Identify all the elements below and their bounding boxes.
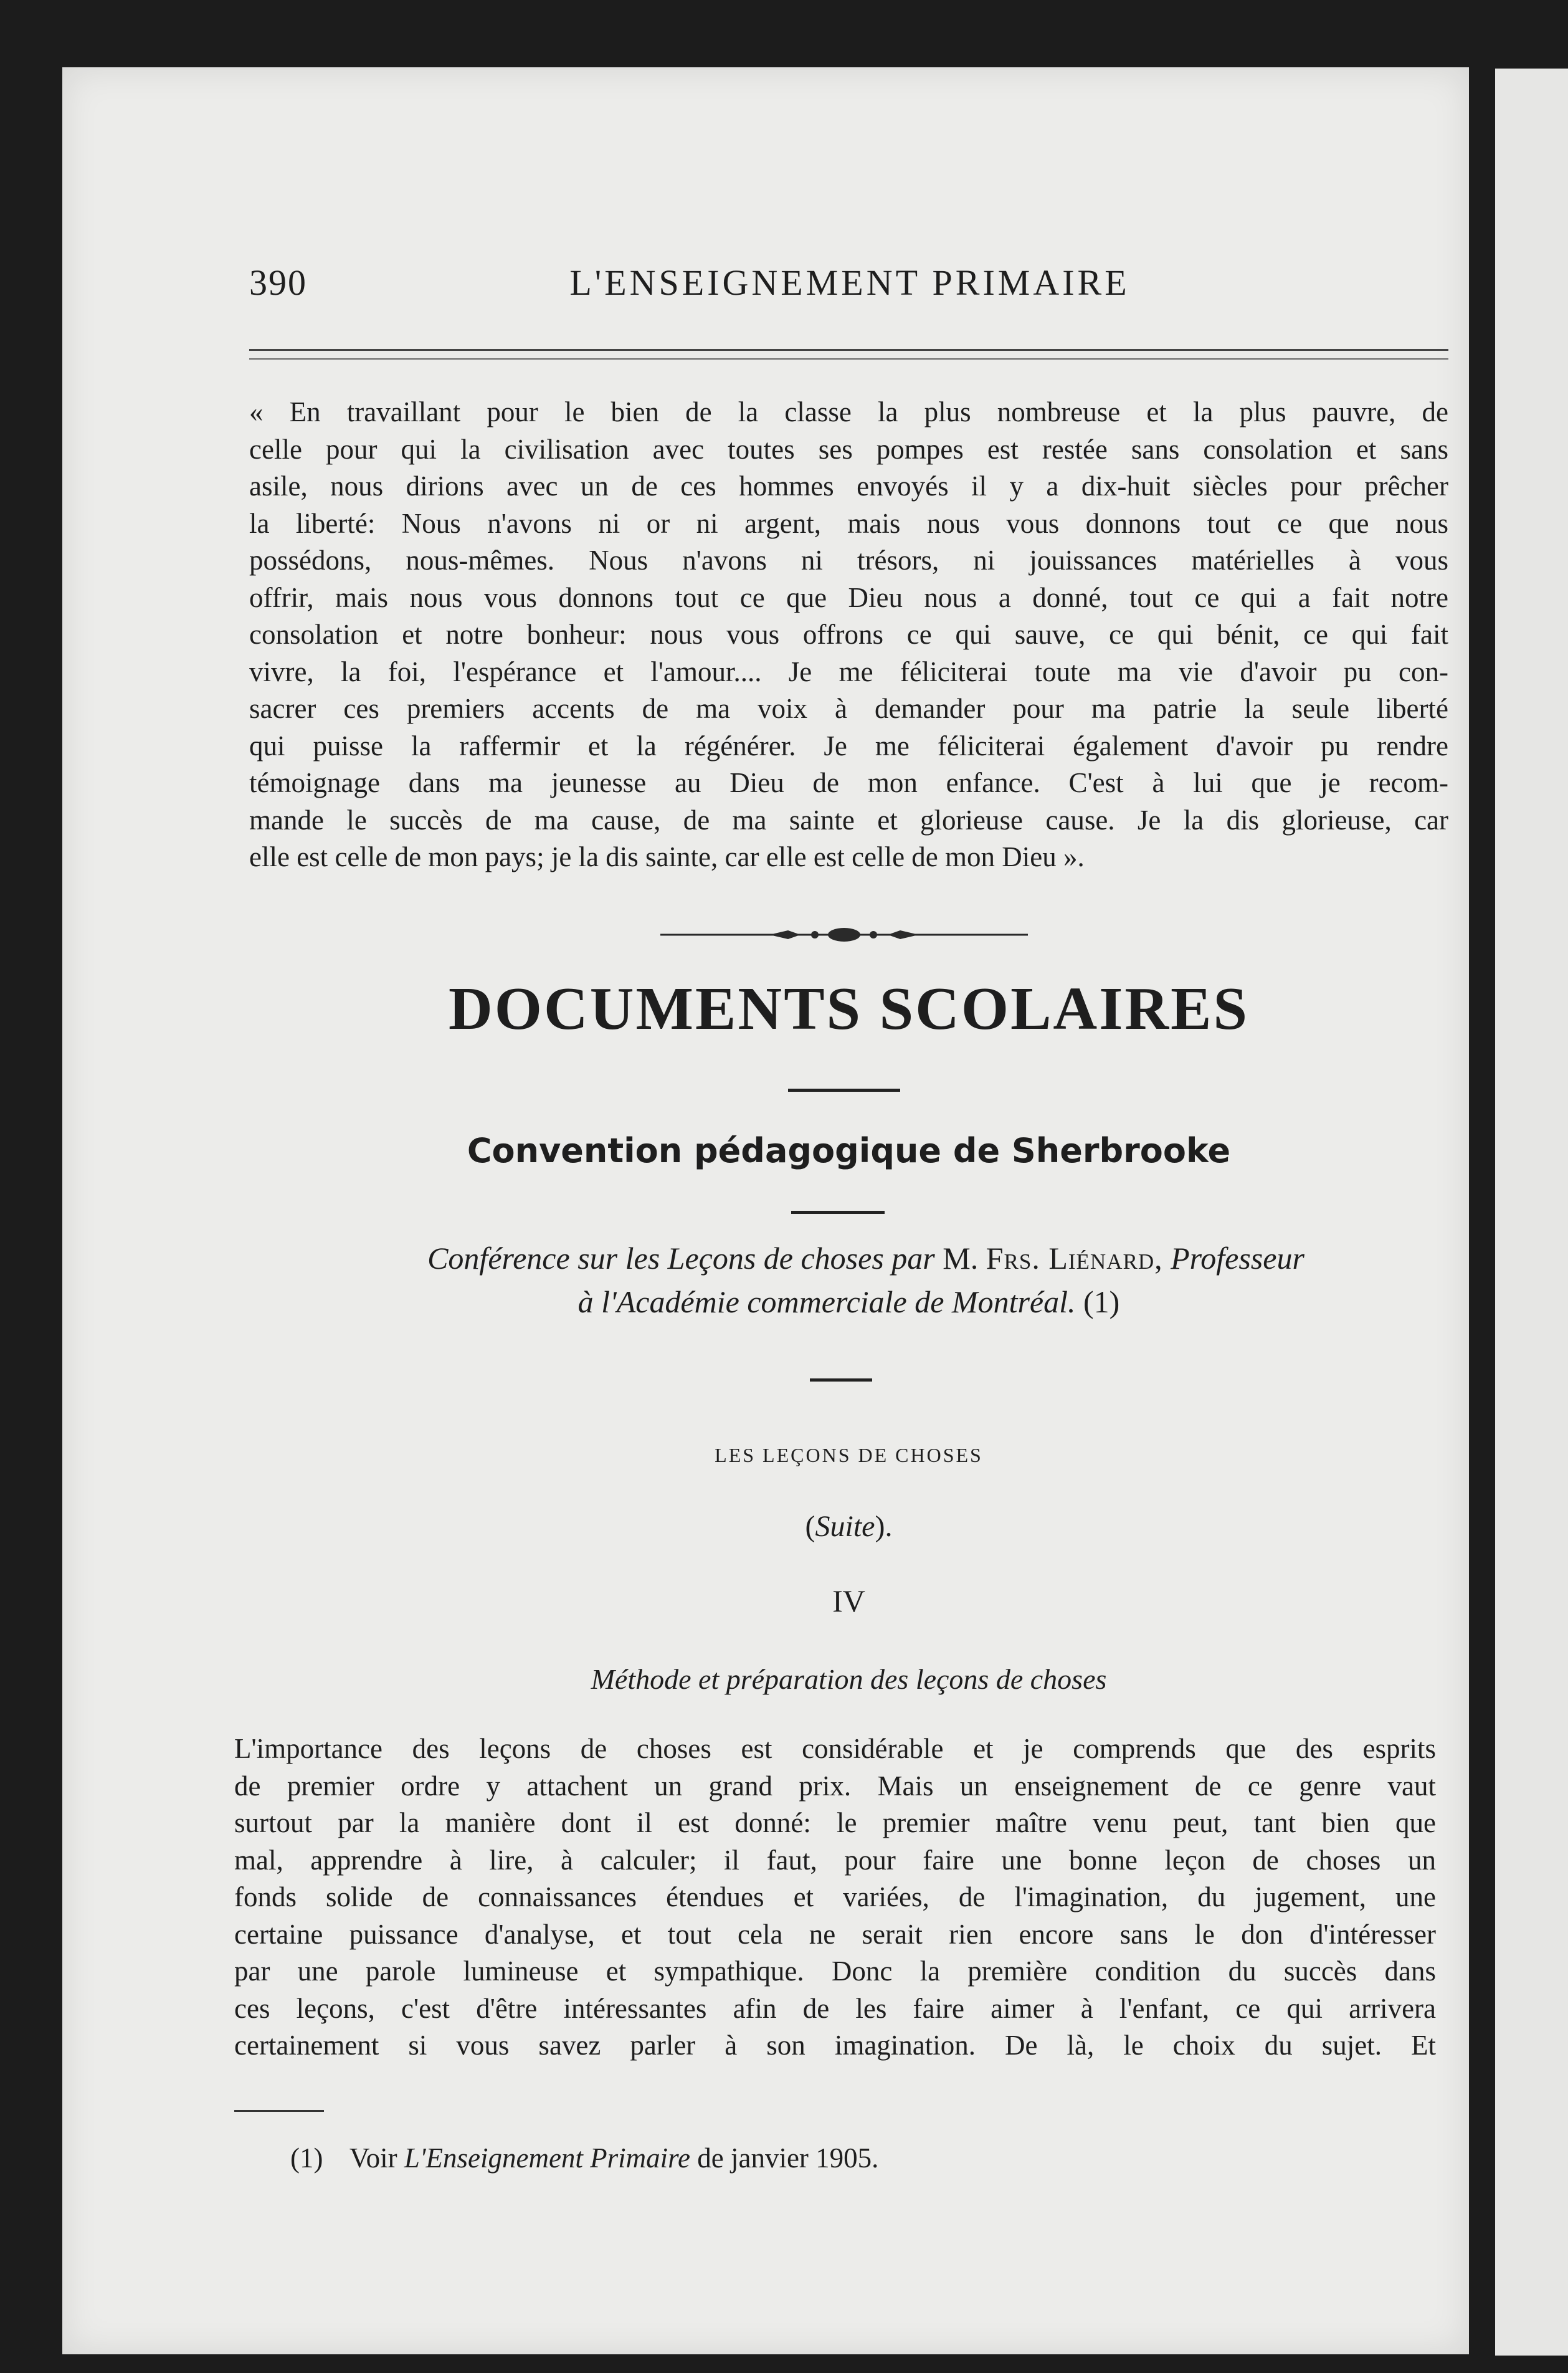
text-line: par une parole lumineuse et sympathique. Donc la première condition du succès dans <box>234 1955 1436 1987</box>
text-line: ces leçons, c'est d'être intéressantes afin de les faire aimer à l'enfant, ce qui arrivera <box>234 1992 1436 2024</box>
footnote-reference: (1) <box>1083 1284 1120 1319</box>
text-line: mal, apprendre à lire, à calculer; il faut, pour faire une bonne leçon de choses un <box>234 1844 1436 1876</box>
byline-italic: Professeur <box>1171 1241 1304 1276</box>
byline-line-2 <box>249 1284 1448 1320</box>
text-line: sacrer ces premiers accents de ma voix à demander pour ma patrie la seule liberté <box>249 693 1448 724</box>
chapter-numeral: IV <box>832 1583 865 1618</box>
text-line: elle est celle de mon pays; je la dis sainte, car elle est celle de mon Dieu ». <box>249 841 1085 872</box>
byline-line-1 <box>249 1240 1448 1276</box>
text-line: surtout par la manière dont il est donné: le premier maître venu peut, tant bien que <box>234 1807 1436 1838</box>
text-line: consolation et notre bonheur: nous vous offrons ce qui sauve, ce qui bénit, ce qui fait <box>249 619 1448 650</box>
divider-rule <box>791 1211 885 1214</box>
footnote-text: Voir <box>349 2142 397 2174</box>
adjacent-page-edge <box>1495 69 1568 2356</box>
divider-rule <box>810 1378 872 1382</box>
running-head: L'ENSEIGNEMENT PRIMAIRE <box>569 262 1130 303</box>
text-line: fonds solide de connaissances étendues et variées, de l'imagination, du jugement, une <box>234 1881 1436 1912</box>
method-paragraph <box>234 1731 1436 2065</box>
ornament-divider <box>660 922 1028 947</box>
byline-author-prefix: M. <box>943 1241 979 1276</box>
footnote-text: de janvier 1905. <box>697 2142 879 2174</box>
convention-title: Convention pédagogique de Sherbrooke <box>467 1131 1231 1170</box>
byline-author: Frs. Liénard, <box>986 1241 1163 1276</box>
header-rule <box>249 358 1448 360</box>
suite-text: Suite <box>815 1510 875 1543</box>
text-line: possédons, nous-mêmes. Nous n'avons ni trésors, ni jouissances matérielles à vous <box>249 545 1448 576</box>
text-line: certainement si vous savez parler à son imagination. De là, le choix du sujet. Et <box>234 2030 1436 2061</box>
footnote-number: (1) <box>290 2142 323 2174</box>
header-rule <box>249 349 1448 351</box>
text-line: asile, nous dirions avec un de ces hommes envoyés il y a dix-huit siècles pour prêcher <box>249 470 1448 502</box>
byline-italic: Conférence sur les Leçons de choses par <box>427 1241 935 1276</box>
footnote-title: L'Enseignement Primaire <box>404 2142 690 2174</box>
footnote <box>290 2142 878 2174</box>
divider-rule <box>788 1089 900 1092</box>
section-title: DOCUMENTS SCOLAIRES <box>449 975 1249 1043</box>
text-line: de premier ordre y attachent un grand prix. Mais un enseignement de ce genre vaut <box>234 1770 1436 1802</box>
chapter-title: Méthode et préparation des leçons de choses <box>591 1663 1107 1695</box>
text-line: la liberté: Nous n'avons ni or ni argent, mais nous vous donnons tout ce que nous <box>249 507 1448 539</box>
quote-paragraph <box>249 394 1448 876</box>
subsection-heading: LES LEÇONS DE CHOSES <box>715 1444 983 1466</box>
text-line: L'importance des leçons de choses est considérable et je comprends que des esprits <box>234 1733 1436 1764</box>
suite-label: (Suite). <box>805 1510 893 1543</box>
text-line: celle pour qui la civilisation avec toutes ses pompes est restée sans consolation et sans <box>249 433 1448 465</box>
text-line: qui puisse la raffermir et la régénérer. Je me féliciterai également d'avoir pu rendre <box>249 730 1448 762</box>
byline-institution: à l'Académie commerciale de Montréal. <box>577 1284 1076 1319</box>
text-line: certaine puissance d'analyse, et tout cela ne serait rien encore sans le don d'intéresser <box>234 1918 1436 1950</box>
text-line: témoignage dans ma jeunesse au Dieu de mon enfance. C'est à lui que je recom- <box>249 767 1448 798</box>
text-line: « En travaillant pour le bien de la classe la plus nombreuse et la plus pauvre, de <box>249 396 1448 427</box>
page-number: 390 <box>249 262 307 303</box>
footnote-rule <box>234 2110 324 2112</box>
text-line: mande le succès de ma cause, de ma sainte et glorieuse cause. Je la dis glorieuse, car <box>249 804 1448 836</box>
text-line: vivre, la foi, l'espérance et l'amour.... Je me féliciterai toute ma vie d'avoir pu con- <box>249 656 1448 687</box>
text-line: offrir, mais nous vous donnons tout ce que Dieu nous a donné, tout ce qui a fait notre <box>249 581 1448 613</box>
